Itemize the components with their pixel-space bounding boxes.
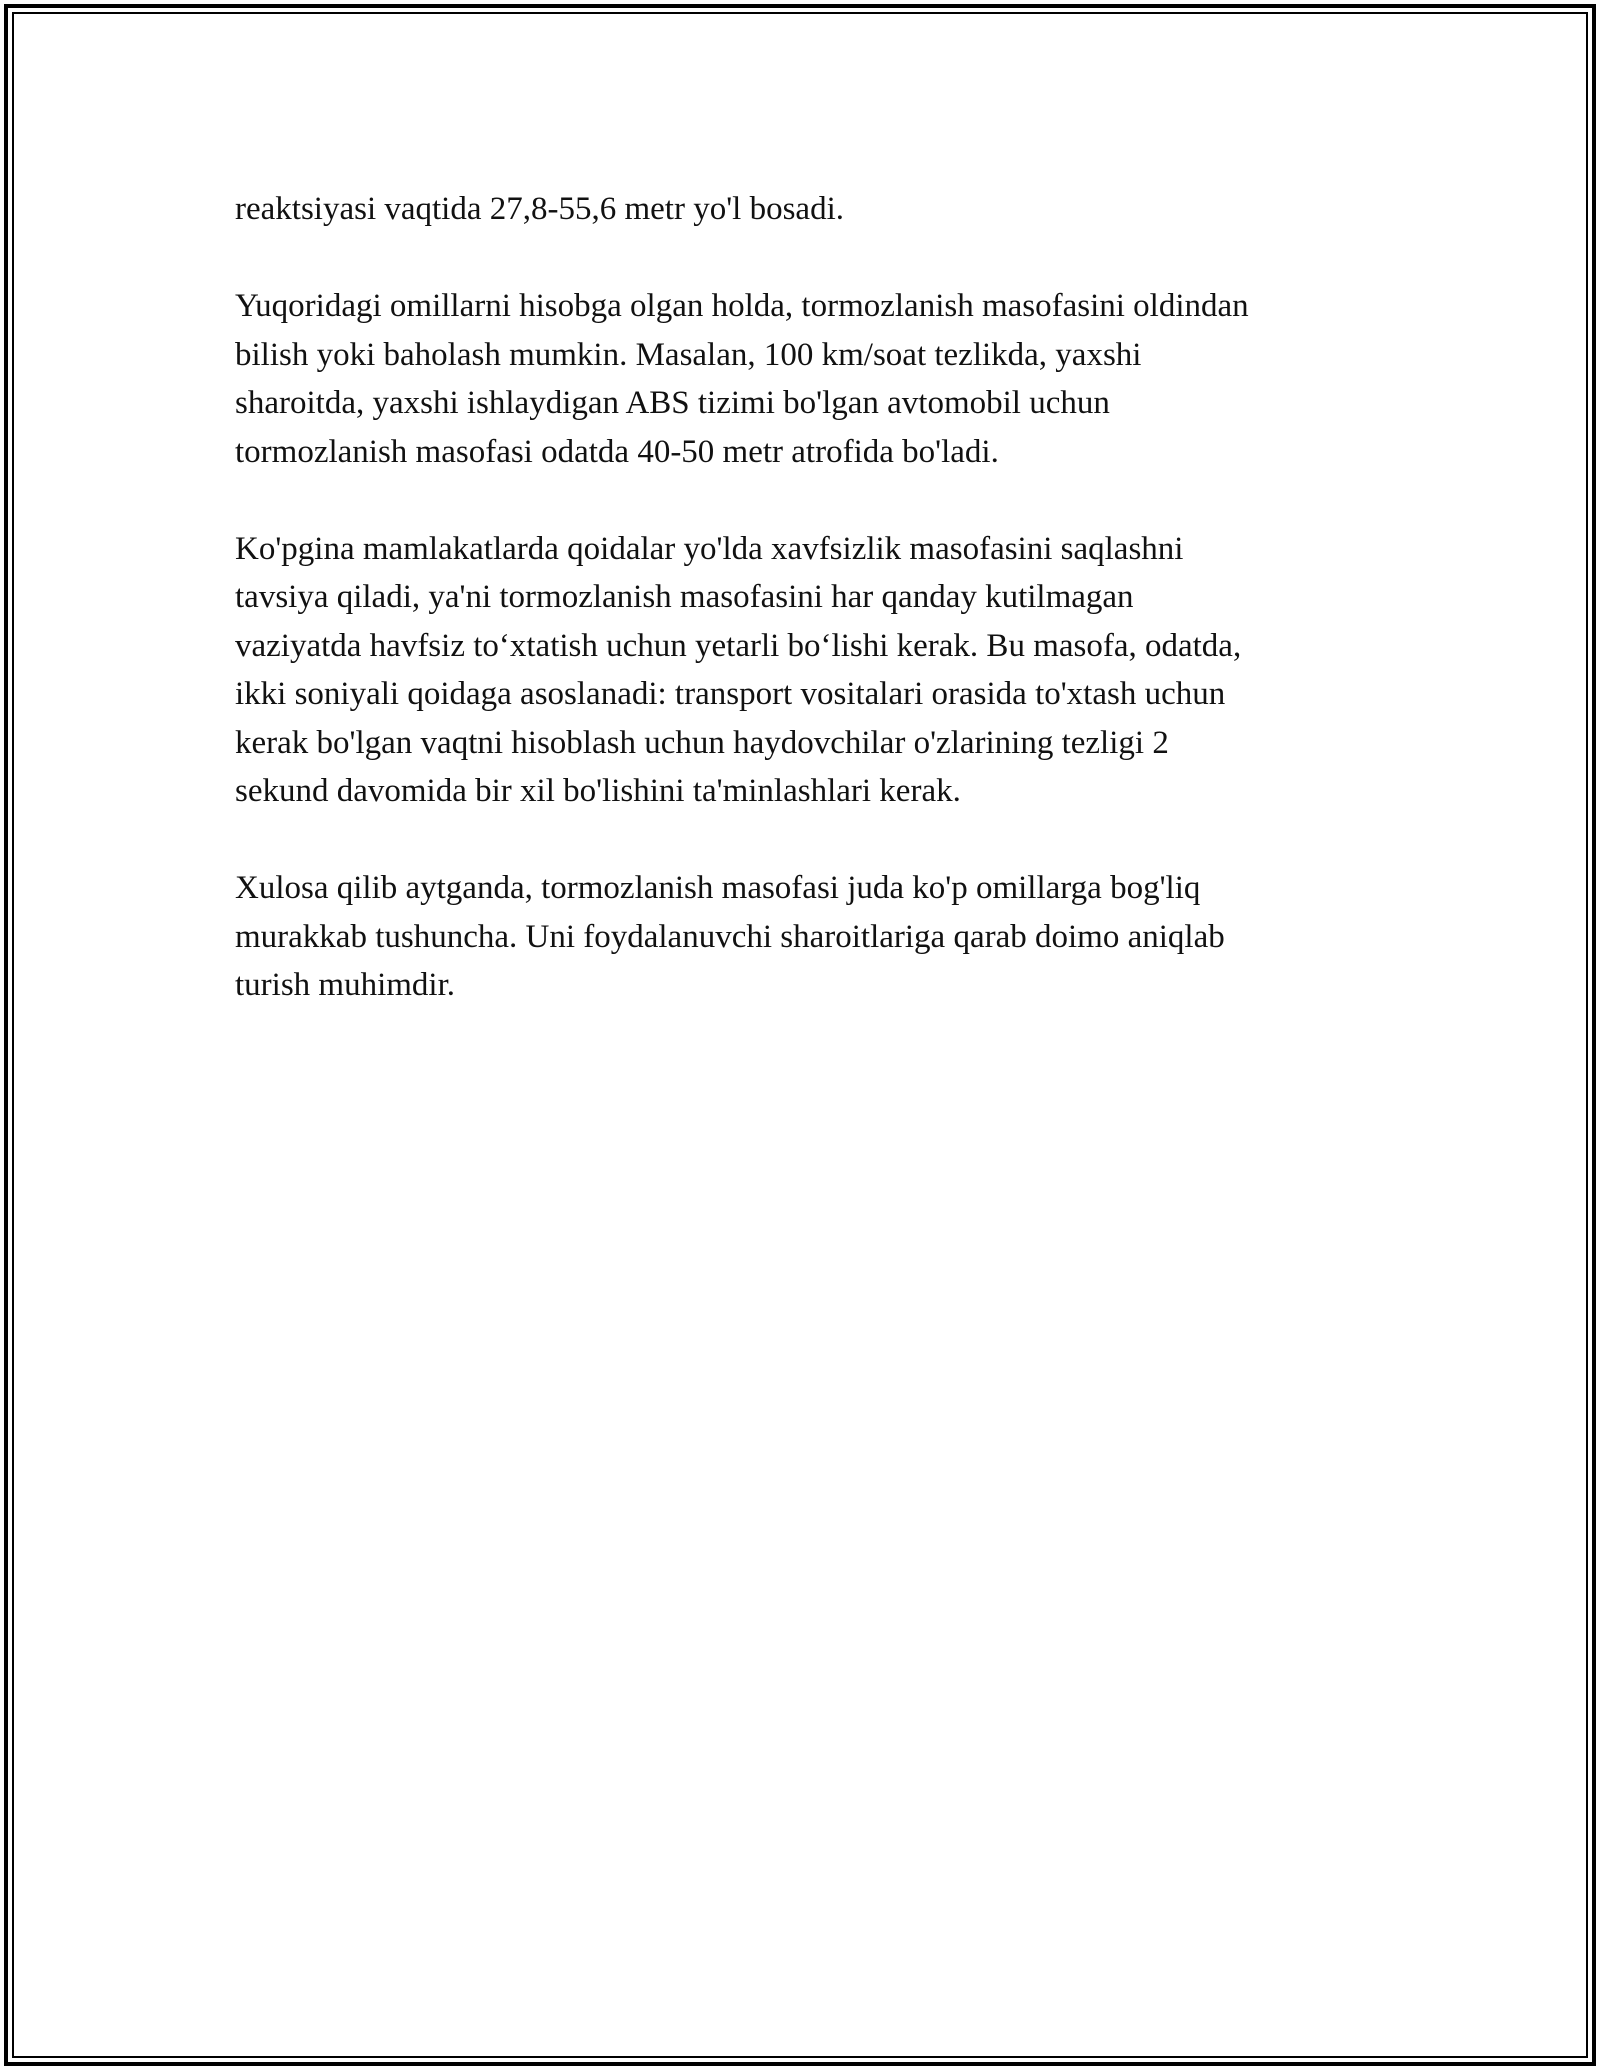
paragraph-reaction-distance: reaktsiyasi vaqtida 27,8-55,6 metr yo'l bosadi. <box>235 191 844 227</box>
document-body <box>235 185 1375 1058</box>
paragraph-conclusion: Xulosa qilib aytganda, tormozlanish masofasi juda ko'p omillarga bog'liq murakkab tushuncha. Uni foydalanuvchi sharoitlariga qarab doimo aniqlab turish muhimdir. <box>235 870 1225 1003</box>
paragraph-safety-distance: Ko'pgina mamlakatlarda qoidalar yo'lda xavfsizlik masofasini saqlashni tavsiya qiladi, ya'ni tormozlanish masofasini har qanday kutilmagan vaziyatda havfsiz to‘xtatish uchun yetarli bo‘lishi kerak. Bu masofa, odatda, ikki soniyali qoidaga asoslanadi: transport vositalari orasida to'xtash uchun kerak bo'lgan vaqtni hisoblash uchun haydovchilar o'zlarining tezligi 2 sekund davomida bir xil bo'lishini ta'minlashlari kerak. <box>235 530 1242 809</box>
paragraph-braking-estimate: Yuqoridagi omillarni hisobga olgan holda, tormozlanish masofasini oldindan bilish yoki baholash mumkin. Masalan, 100 km/soat tezlikda, yaxshi sharoitda, yaxshi ishlaydigan ABS tizimi bo'lgan avtomobil uchun tormozlanish masofasi odatda 40-50 metr atrofida bo'ladi. <box>235 288 1249 470</box>
